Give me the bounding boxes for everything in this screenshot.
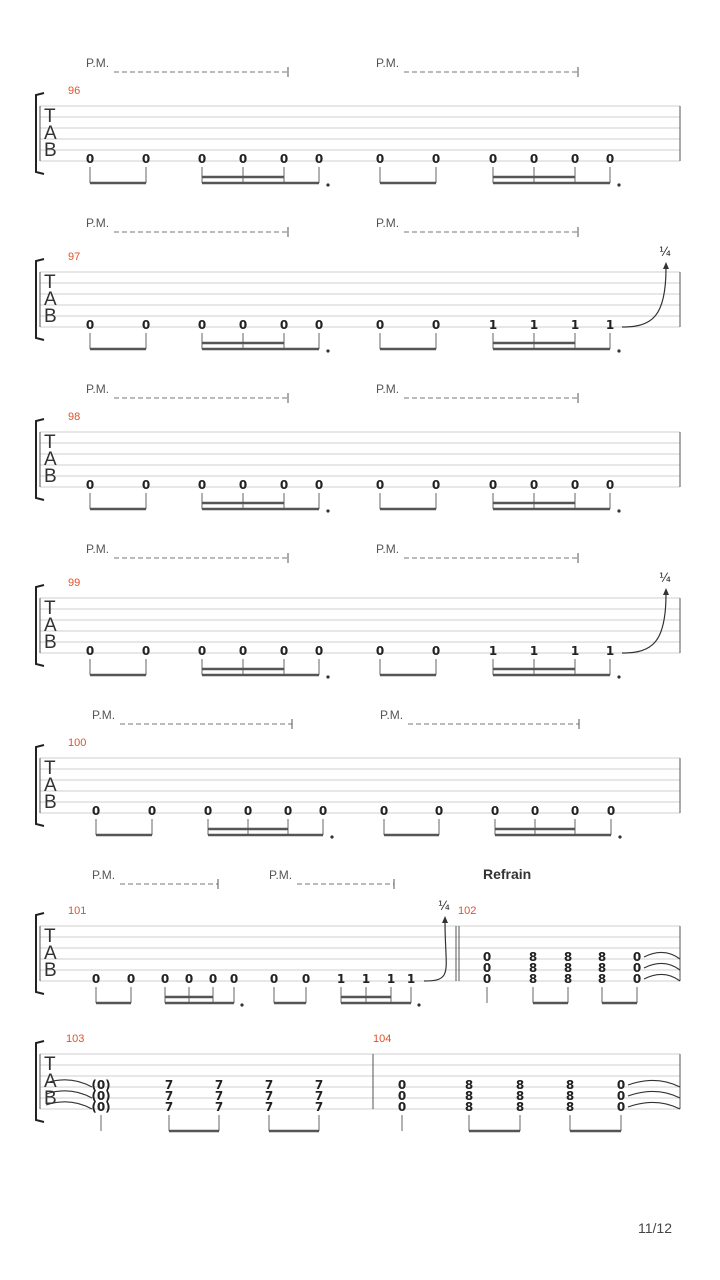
fret-number: 1 — [406, 972, 416, 986]
fret-number: 0 — [238, 478, 248, 492]
tie-arc — [644, 963, 680, 970]
tab-clef-letter: T — [44, 758, 56, 779]
fret-number: 0 — [379, 804, 389, 818]
fret-number: 0 — [375, 644, 385, 658]
fret-number: 0 — [238, 152, 248, 166]
tab-clef-letter: B — [44, 960, 57, 981]
tab-clef-letter: A — [44, 615, 57, 636]
chord-fret: 8 — [464, 1100, 474, 1114]
tab-clef-letter: T — [44, 598, 56, 619]
fret-number: 0 — [85, 644, 95, 658]
fret-number: 0 — [570, 478, 580, 492]
chord-fret: 7 — [164, 1078, 174, 1092]
tie-arc — [644, 974, 680, 981]
fret-number: 0 — [570, 804, 580, 818]
tab-clef-letter: B — [44, 306, 57, 327]
fret-number: 0 — [490, 804, 500, 818]
tab-clef-letter: T — [44, 432, 56, 453]
bend-amount: ¼ — [438, 899, 450, 913]
bend-curve — [622, 268, 666, 327]
tab-clef-letter: B — [44, 140, 57, 161]
chord-fret: 8 — [597, 950, 607, 964]
chord-fret: 8 — [528, 950, 538, 964]
chord-fret: 8 — [464, 1089, 474, 1103]
chord-fret: 0 — [482, 972, 492, 986]
fret-number: 0 — [375, 318, 385, 332]
fret-number: 0 — [85, 318, 95, 332]
palm-mute-label: P.M. — [86, 542, 110, 556]
fret-number: 0 — [126, 972, 136, 986]
chord-fret: 8 — [597, 961, 607, 975]
page-number: 11/12 — [638, 1220, 672, 1236]
chord-fret: 8 — [515, 1078, 525, 1092]
chord-fret: 7 — [264, 1089, 274, 1103]
chord-fret: 8 — [563, 972, 573, 986]
tab-clef-letter: A — [44, 289, 57, 310]
dotted-note — [617, 509, 620, 512]
fret-number: 0 — [606, 804, 616, 818]
tie-arc — [644, 952, 680, 959]
tab-clef-letter: A — [44, 1071, 57, 1092]
tie-arc — [628, 1091, 680, 1098]
palm-mute-label: P.M. — [86, 382, 110, 396]
chord-fret: 0 — [397, 1100, 407, 1114]
chord-fret: 8 — [563, 950, 573, 964]
fret-number: 0 — [431, 318, 441, 332]
fret-number: 0 — [85, 478, 95, 492]
fret-number: 0 — [529, 152, 539, 166]
fret-number: 0 — [314, 478, 324, 492]
fret-number: 0 — [570, 152, 580, 166]
fret-number: 0 — [243, 804, 253, 818]
fret-number: 0 — [91, 804, 101, 818]
chord-fret: 7 — [214, 1100, 224, 1114]
fret-number: 0 — [375, 152, 385, 166]
fret-number: 0 — [375, 478, 385, 492]
chord-fret: 8 — [515, 1100, 525, 1114]
tab-clef-letter: B — [44, 466, 57, 487]
fret-number: 1 — [605, 644, 615, 658]
palm-mute-label: P.M. — [376, 216, 400, 230]
fret-number: 0 — [203, 804, 213, 818]
fret-number: 0 — [85, 152, 95, 166]
fret-number: 1 — [361, 972, 371, 986]
dotted-note — [326, 183, 329, 186]
chord-fret: 8 — [565, 1100, 575, 1114]
fret-number: 0 — [279, 478, 289, 492]
fret-number: 0 — [197, 152, 207, 166]
dotted-note — [617, 349, 620, 352]
measure-number: 102 — [458, 905, 477, 917]
fret-number: 1 — [570, 644, 580, 658]
dotted-note — [240, 1003, 243, 1006]
tab-clef-letter: B — [44, 792, 57, 813]
fret-number: 0 — [197, 644, 207, 658]
section-label-refrain: Refrain — [483, 866, 532, 882]
fret-number: 0 — [279, 152, 289, 166]
fret-number: 0 — [314, 644, 324, 658]
fret-number: 1 — [570, 318, 580, 332]
chord-fret: 0 — [632, 950, 642, 964]
dotted-note — [617, 183, 620, 186]
chord-fret: 0 — [632, 972, 642, 986]
palm-mute-label: P.M. — [376, 542, 400, 556]
fret-number: 0 — [141, 318, 151, 332]
bend-arrow — [663, 588, 669, 595]
chord-fret: 7 — [164, 1100, 174, 1114]
chord-fret: 0 — [482, 950, 492, 964]
tab-clef-letter: B — [44, 1088, 57, 1109]
dotted-note — [617, 675, 620, 678]
chord-fret: 0 — [397, 1078, 407, 1092]
fret-number: 0 — [488, 478, 498, 492]
fret-number: 0 — [530, 804, 540, 818]
fret-number: 0 — [279, 318, 289, 332]
fret-number: 0 — [605, 478, 615, 492]
fret-number: 0 — [147, 804, 157, 818]
chord-fret: 8 — [565, 1089, 575, 1103]
bend-arrow — [442, 916, 448, 923]
tab-clef-letter: T — [44, 1054, 56, 1075]
chord-fret: 7 — [214, 1089, 224, 1103]
fret-number: 0 — [488, 152, 498, 166]
chord-fret: 8 — [528, 972, 538, 986]
fret-number: 0 — [269, 972, 279, 986]
chord-fret: 8 — [597, 972, 607, 986]
tab-clef-letter: T — [44, 272, 56, 293]
chord-fret: 0 — [616, 1078, 626, 1092]
chord-fret: 7 — [214, 1078, 224, 1092]
fret-number: 1 — [336, 972, 346, 986]
fret-number: 0 — [529, 478, 539, 492]
fret-number: 1 — [529, 644, 539, 658]
measure-number: 97 — [68, 251, 81, 263]
chord-fret: 0 — [632, 961, 642, 975]
fret-number: 0 — [314, 152, 324, 166]
fret-number: 0 — [283, 804, 293, 818]
palm-mute-label: P.M. — [92, 868, 116, 882]
chord-fret: 8 — [464, 1078, 474, 1092]
dotted-note — [326, 675, 329, 678]
fret-number: 0 — [431, 152, 441, 166]
chord-fret: 7 — [164, 1089, 174, 1103]
tab-clef-letter: B — [44, 632, 57, 653]
bend-curve — [622, 594, 666, 653]
chord-fret: 0 — [397, 1089, 407, 1103]
palm-mute-label: P.M. — [376, 382, 400, 396]
fret-number: 1 — [386, 972, 396, 986]
palm-mute-label: P.M. — [380, 708, 404, 722]
dotted-note — [330, 835, 333, 838]
chord-fret: 7 — [314, 1100, 324, 1114]
bend-curve — [424, 922, 446, 981]
chord-fret: 0 — [482, 961, 492, 975]
fret-number: 0 — [314, 318, 324, 332]
palm-mute-label: P.M. — [376, 56, 400, 70]
tab-clef-letter: A — [44, 943, 57, 964]
palm-mute-label: P.M. — [86, 216, 110, 230]
dotted-note — [326, 349, 329, 352]
chord-fret: 7 — [264, 1078, 274, 1092]
bend-amount: ¼ — [659, 245, 671, 259]
dotted-note — [326, 509, 329, 512]
palm-mute-label: P.M. — [86, 56, 110, 70]
chord-fret: 0 — [616, 1100, 626, 1114]
fret-number: 0 — [229, 972, 239, 986]
measure-number: 104 — [373, 1033, 392, 1045]
fret-number: 0 — [431, 478, 441, 492]
fret-number: 0 — [184, 972, 194, 986]
tab-clef-letter: A — [44, 449, 57, 470]
measure-number: 98 — [68, 411, 81, 423]
chord-fret: 8 — [528, 961, 538, 975]
chord-fret: 7 — [264, 1100, 274, 1114]
tie-arc — [628, 1102, 680, 1109]
tab-clef-letter: T — [44, 106, 56, 127]
fret-number: 1 — [529, 318, 539, 332]
fret-number: 0 — [318, 804, 328, 818]
fret-number: 0 — [141, 152, 151, 166]
fret-number: 1 — [605, 318, 615, 332]
fret-number: 0 — [197, 478, 207, 492]
measure-number: 101 — [68, 905, 87, 917]
fret-number: 0 — [160, 972, 170, 986]
chord-fret: (0) — [91, 1089, 111, 1103]
fret-number: 0 — [141, 644, 151, 658]
chord-fret: (0) — [91, 1100, 111, 1114]
palm-mute-label: P.M. — [269, 868, 293, 882]
chord-fret: 7 — [314, 1078, 324, 1092]
chord-fret: 8 — [565, 1078, 575, 1092]
measure-number: 99 — [68, 577, 81, 589]
dotted-note — [618, 835, 621, 838]
measure-number: 103 — [66, 1033, 85, 1045]
fret-number: 0 — [605, 152, 615, 166]
measure-number: 96 — [68, 85, 81, 97]
chord-fret: 7 — [314, 1089, 324, 1103]
tab-clef-letter: A — [44, 775, 57, 796]
measure-number: 100 — [68, 737, 87, 749]
tab-clef-letter: T — [44, 926, 56, 947]
chord-fret: 0 — [616, 1089, 626, 1103]
fret-number: 0 — [301, 972, 311, 986]
chord-fret: 8 — [515, 1089, 525, 1103]
fret-number: 0 — [238, 644, 248, 658]
fret-number: 0 — [434, 804, 444, 818]
palm-mute-label: P.M. — [92, 708, 116, 722]
fret-number: 0 — [279, 644, 289, 658]
fret-number: 1 — [488, 318, 498, 332]
fret-number: 0 — [141, 478, 151, 492]
fret-number: 0 — [431, 644, 441, 658]
tab-clef-letter: A — [44, 123, 57, 144]
bend-amount: ¼ — [659, 571, 671, 585]
fret-number: 0 — [91, 972, 101, 986]
fret-number: 0 — [238, 318, 248, 332]
dotted-note — [417, 1003, 420, 1006]
fret-number: 0 — [197, 318, 207, 332]
chord-fret: (0) — [91, 1078, 111, 1092]
chord-fret: 8 — [563, 961, 573, 975]
fret-number: 0 — [208, 972, 218, 986]
bend-arrow — [663, 262, 669, 269]
tie-arc — [628, 1080, 680, 1087]
fret-number: 1 — [488, 644, 498, 658]
